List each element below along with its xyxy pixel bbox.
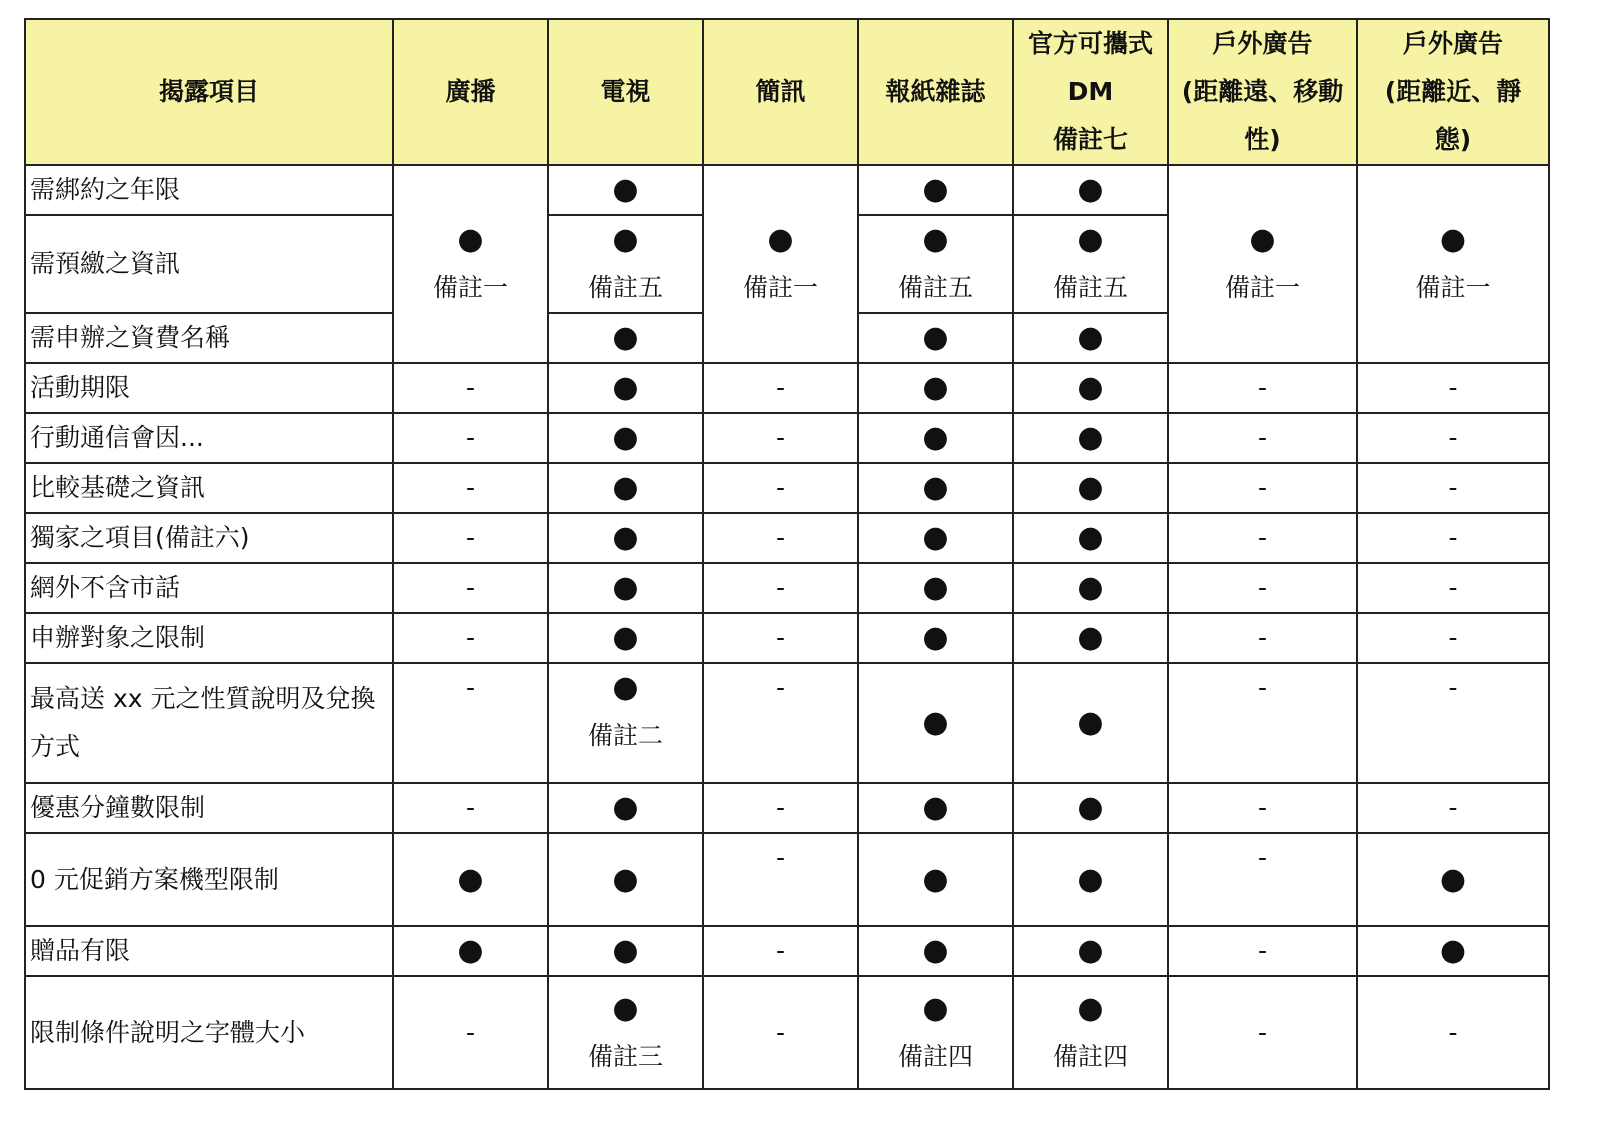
dash-mark: - <box>775 673 786 702</box>
cell <box>1357 783 1549 833</box>
dot-mark: ● <box>1249 222 1276 257</box>
cell <box>858 613 1013 663</box>
header-item: 揭露項目 <box>25 19 393 165</box>
cell <box>393 663 548 783</box>
dot-mark: ● <box>612 370 639 405</box>
cell <box>1168 783 1357 833</box>
cell <box>1168 513 1357 563</box>
dot-mark: ● <box>612 470 639 505</box>
note-label: 備註二 <box>587 721 663 750</box>
cell <box>393 613 548 663</box>
dot-mark: ● <box>1077 222 1104 257</box>
dash-mark: - <box>1448 623 1458 652</box>
cell <box>703 926 858 976</box>
cell <box>548 513 703 563</box>
cell <box>548 363 703 413</box>
dot-mark: ● <box>457 933 484 968</box>
dash-mark: - <box>1448 423 1458 452</box>
dash-mark: - <box>1448 573 1458 602</box>
dot-mark: ● <box>1077 420 1104 455</box>
cell <box>548 463 703 513</box>
dot-mark: ● <box>612 420 639 455</box>
cell <box>393 783 548 833</box>
cell <box>858 463 1013 513</box>
dot-mark: ● <box>612 320 639 355</box>
cell <box>1013 413 1168 463</box>
cell <box>703 613 858 663</box>
cell <box>1357 613 1549 663</box>
dash-mark: - <box>1257 936 1268 965</box>
dot-mark: ● <box>922 470 949 505</box>
row-label: 需綁約之年限 <box>25 165 393 215</box>
cell <box>703 783 858 833</box>
cell <box>1357 563 1549 613</box>
dash-mark: - <box>1448 1017 1458 1047</box>
table-row <box>25 663 1549 783</box>
dash-mark: - <box>465 573 476 602</box>
cell <box>548 313 703 363</box>
table-row <box>25 363 1549 413</box>
cell <box>548 165 703 215</box>
dot-mark: ● <box>1077 705 1104 740</box>
cell <box>858 513 1013 563</box>
note-label: 備註五 <box>587 273 663 302</box>
note-label: 備註一 <box>432 273 508 302</box>
cell-sms-group <box>703 165 858 363</box>
cell <box>1168 613 1357 663</box>
cell <box>548 215 703 313</box>
note-label: 備註四 <box>897 1041 973 1071</box>
row-label: 0 元促銷方案機型限制 <box>25 833 393 926</box>
row-label: 最高送 xx 元之性質說明及兌換方式 <box>25 663 393 783</box>
header-outdoor-near: 戶外廣告 (距離近、靜 態) <box>1357 19 1549 165</box>
cell <box>1013 926 1168 976</box>
dash-mark: - <box>1257 843 1268 872</box>
cell <box>548 663 703 783</box>
note-label: 備註四 <box>1052 1041 1128 1071</box>
cell <box>1013 513 1168 563</box>
row-label: 申辦對象之限制 <box>25 613 393 663</box>
cell <box>703 563 858 613</box>
header-sms: 簡訊 <box>703 19 858 165</box>
row-label: 需預繳之資訊 <box>25 215 393 313</box>
cell <box>1168 563 1357 613</box>
dash-mark: - <box>775 573 786 602</box>
dot-mark: ● <box>612 570 639 605</box>
dot-mark: ● <box>1077 370 1104 405</box>
dash-mark: - <box>465 793 476 822</box>
table-row <box>25 926 1549 976</box>
cell <box>393 976 548 1089</box>
dash-mark: - <box>465 373 476 402</box>
cell <box>393 563 548 613</box>
cell <box>858 165 1013 215</box>
row-label: 限制條件說明之字體大小 <box>25 976 393 1089</box>
dot-mark: ● <box>1077 861 1104 897</box>
cell <box>1168 413 1357 463</box>
table-row <box>25 976 1549 1089</box>
cell <box>548 563 703 613</box>
header-newspaper: 報紙雜誌 <box>858 19 1013 165</box>
dash-mark: - <box>775 473 786 502</box>
cell <box>1013 613 1168 663</box>
dot-mark: ● <box>922 370 949 405</box>
cell <box>1013 363 1168 413</box>
cell <box>1013 165 1168 215</box>
cell <box>858 413 1013 463</box>
dot-mark: ● <box>922 933 949 968</box>
row-label: 行動通信會因... <box>25 413 393 463</box>
cell <box>548 413 703 463</box>
dash-mark: - <box>1448 673 1458 702</box>
row-label: 優惠分鐘數限制 <box>25 783 393 833</box>
cell <box>1168 926 1357 976</box>
dash-mark: - <box>775 1017 786 1047</box>
cell <box>548 926 703 976</box>
dot-mark: ● <box>612 222 639 257</box>
cell <box>703 413 858 463</box>
cell <box>548 833 703 926</box>
table-row <box>25 513 1549 563</box>
dot-mark: ● <box>922 420 949 455</box>
dot-mark: ● <box>922 790 949 825</box>
dot-mark: ● <box>922 990 949 1026</box>
cell <box>1013 563 1168 613</box>
cell <box>393 926 548 976</box>
header-radio: 廣播 <box>393 19 548 165</box>
dot-mark: ● <box>922 570 949 605</box>
dot-mark: ● <box>612 861 639 897</box>
dot-mark: ● <box>1439 933 1467 968</box>
dash-mark: - <box>465 623 476 652</box>
dot-mark: ● <box>1077 933 1104 968</box>
dash-mark: - <box>465 1017 476 1047</box>
cell <box>1168 663 1357 783</box>
dash-mark: - <box>1257 673 1268 702</box>
cell <box>1013 976 1168 1089</box>
row-label: 獨家之項目(備註六) <box>25 513 393 563</box>
row-label: 比較基礎之資訊 <box>25 463 393 513</box>
cell <box>858 833 1013 926</box>
table-row <box>25 833 1549 926</box>
cell-outdoor-near-group <box>1357 165 1549 363</box>
dot-mark: ● <box>922 222 949 257</box>
dash-mark: - <box>465 523 476 552</box>
cell <box>858 363 1013 413</box>
cell <box>1357 463 1549 513</box>
note-label: 備註一 <box>1415 273 1491 302</box>
dot-mark: ● <box>922 861 949 897</box>
header-outdoor-far: 戶外廣告 (距離遠、移動 性) <box>1168 19 1357 165</box>
dot-mark: ● <box>612 520 639 555</box>
dot-mark: ● <box>1077 620 1104 655</box>
dot-mark: ● <box>1077 790 1104 825</box>
cell <box>1013 313 1168 363</box>
cell <box>548 613 703 663</box>
dash-mark: - <box>775 373 786 402</box>
dot-mark: ● <box>612 990 639 1026</box>
cell <box>858 563 1013 613</box>
cell <box>548 976 703 1089</box>
table-row <box>25 563 1549 613</box>
dash-mark: - <box>1448 373 1458 402</box>
dash-mark: - <box>775 936 786 965</box>
dot-mark: ● <box>1077 320 1104 355</box>
cell <box>858 663 1013 783</box>
cell <box>1357 663 1549 783</box>
dot-mark: ● <box>922 172 949 207</box>
cell <box>858 215 1013 313</box>
dot-mark: ● <box>1439 222 1467 257</box>
cell <box>703 976 858 1089</box>
header-row <box>25 19 1549 165</box>
header-dm: 官方可攜式 DM 備註七 <box>1013 19 1168 165</box>
dot-mark: ● <box>1077 570 1104 605</box>
dot-mark: ● <box>1077 520 1104 555</box>
dash-mark: - <box>1257 423 1268 452</box>
row-label: 網外不含市話 <box>25 563 393 613</box>
cell <box>1013 663 1168 783</box>
cell <box>1357 976 1549 1089</box>
dot-mark: ● <box>457 861 484 897</box>
dot-mark: ● <box>922 705 949 740</box>
cell <box>393 463 548 513</box>
row-label: 活動期限 <box>25 363 393 413</box>
dash-mark: - <box>1257 473 1268 502</box>
note-label: 備註五 <box>1052 273 1128 302</box>
cell <box>1168 833 1357 926</box>
cell <box>858 976 1013 1089</box>
dash-mark: - <box>465 473 476 502</box>
table-row <box>25 165 1549 215</box>
dot-mark: ● <box>612 933 639 968</box>
dash-mark: - <box>1257 623 1268 652</box>
dot-mark: ● <box>612 670 639 705</box>
cell <box>1013 783 1168 833</box>
cell <box>393 413 548 463</box>
dash-mark: - <box>1257 793 1268 822</box>
header-tv: 電視 <box>548 19 703 165</box>
dot-mark: ● <box>922 520 949 555</box>
cell <box>393 363 548 413</box>
cell <box>1013 215 1168 313</box>
dot-mark: ● <box>922 320 949 355</box>
dash-mark: - <box>1257 573 1268 602</box>
dash-mark: - <box>1257 373 1268 402</box>
dot-mark: ● <box>1077 470 1104 505</box>
cell <box>1357 363 1549 413</box>
dot-mark: ● <box>457 222 484 257</box>
cell <box>393 513 548 563</box>
cell-outdoor-far-group <box>1168 165 1357 363</box>
cell <box>858 926 1013 976</box>
cell <box>703 363 858 413</box>
table-row <box>25 783 1549 833</box>
note-label: 備註三 <box>587 1041 663 1071</box>
dot-mark: ● <box>612 790 639 825</box>
dash-mark: - <box>775 423 786 452</box>
dot-mark: ● <box>612 620 639 655</box>
dash-mark: - <box>775 623 786 652</box>
cell <box>393 833 548 926</box>
cell <box>1357 513 1549 563</box>
cell-radio-group <box>393 165 548 363</box>
dash-mark: - <box>1448 793 1458 822</box>
cell <box>1013 463 1168 513</box>
dash-mark: - <box>775 843 786 872</box>
dash-mark: - <box>775 523 786 552</box>
dot-mark: ● <box>1077 172 1104 207</box>
row-label: 需申辦之資費名稱 <box>25 313 393 363</box>
dash-mark: - <box>1448 473 1458 502</box>
note-label: 備註一 <box>742 273 818 302</box>
dot-mark: ● <box>922 620 949 655</box>
cell <box>1357 926 1549 976</box>
disclosure-table <box>24 18 1550 1090</box>
cell <box>1168 976 1357 1089</box>
dot-mark: ● <box>612 172 639 207</box>
dash-mark: - <box>1448 523 1458 552</box>
dash-mark: - <box>465 673 476 702</box>
cell <box>858 783 1013 833</box>
table-row <box>25 413 1549 463</box>
note-label: 備註五 <box>897 273 973 302</box>
cell <box>858 313 1013 363</box>
dash-mark: - <box>1257 523 1268 552</box>
dash-mark: - <box>775 793 786 822</box>
cell <box>1013 833 1168 926</box>
cell <box>703 663 858 783</box>
cell <box>703 833 858 926</box>
dash-mark: - <box>465 423 476 452</box>
table-row <box>25 463 1549 513</box>
dash-mark: - <box>1257 1017 1268 1047</box>
dot-mark: ● <box>767 222 794 257</box>
cell <box>1357 833 1549 926</box>
cell <box>548 783 703 833</box>
note-label: 備註一 <box>1224 273 1300 302</box>
cell <box>1168 463 1357 513</box>
table-row <box>25 613 1549 663</box>
cell <box>1357 413 1549 463</box>
cell <box>703 463 858 513</box>
dot-mark: ● <box>1077 990 1104 1026</box>
cell <box>1168 363 1357 413</box>
cell <box>703 513 858 563</box>
row-label: 贈品有限 <box>25 926 393 976</box>
dot-mark: ● <box>1439 861 1467 897</box>
